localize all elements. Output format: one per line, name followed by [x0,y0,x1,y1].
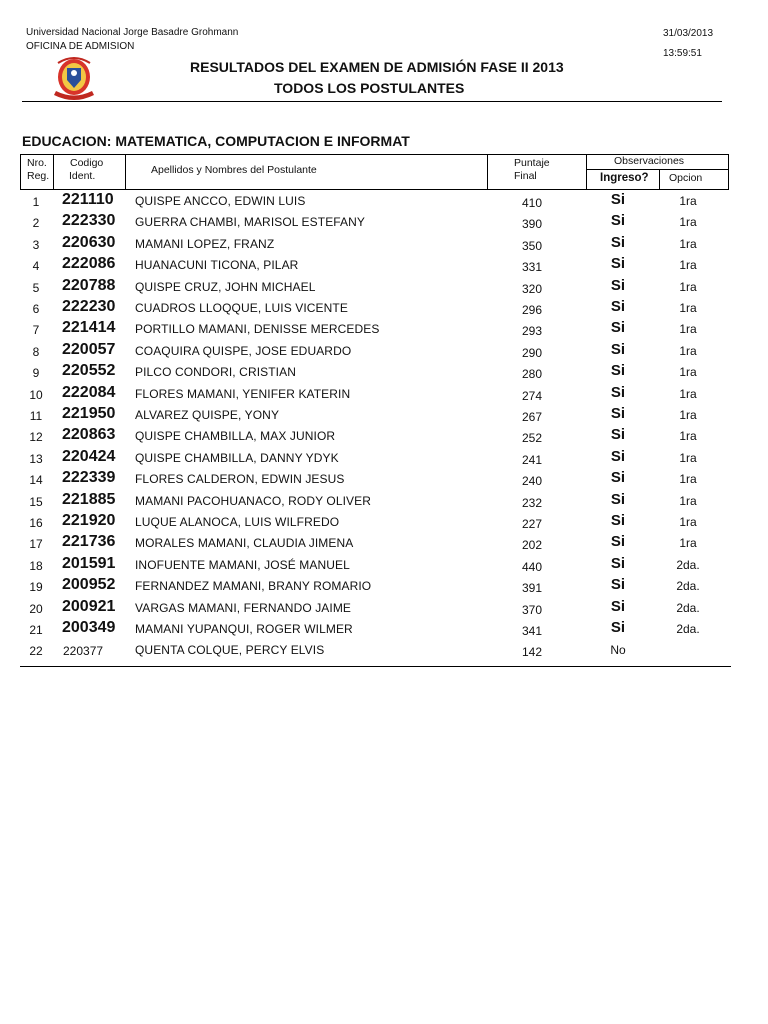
row-nombre: QUISPE ANCCO, EDWIN LUIS [135,194,306,208]
row-codigo: 222339 [62,469,116,487]
row-puntaje: 341 [521,624,543,638]
row-opcion: 1ra [679,258,697,273]
row-nombre: FLORES MAMANI, YENIFER KATERIN [135,386,351,401]
header-divider [22,101,722,102]
row-nombre: LUQUE ALANOCA, LUIS WILFREDO [135,515,340,529]
header-nro [27,157,49,183]
row-puntaje: 370 [521,602,543,617]
row-nro: 9 [32,366,40,381]
row-ingreso: Si [610,447,626,465]
table-header [20,154,729,190]
row-codigo: 221885 [62,490,116,508]
row-ingreso: No [610,643,626,658]
table-row [20,598,731,619]
row-codigo: 220424 [62,447,116,465]
header-codigo [69,157,103,183]
row-codigo: 220788 [62,276,116,294]
row-nro: 21 [29,623,43,637]
row-puntaje: 390 [521,217,543,232]
header-nro-line2: Reg. [27,170,50,182]
row-nombre: GUERRA CHAMBI, MARISOL ESTEFANY [135,215,366,230]
row-nro: 17 [29,537,43,552]
row-ingreso: Si [610,255,626,273]
row-nro: 5 [32,280,40,295]
row-opcion: 1ra [679,386,697,401]
row-nombre: MAMANI PACOHUANACO, RODY OLIVER [135,493,372,508]
row-ingreso: Si [610,362,626,380]
row-codigo: 222084 [62,383,116,401]
header-nombre: Apellidos y Nombres del Postulante [151,164,317,176]
header-puntaje-line2: Final [514,170,537,182]
row-ingreso: Si [610,469,626,487]
row-codigo: 220377 [63,644,104,659]
table-row [20,298,731,319]
row-nombre: COAQUIRA QUISPE, JOSE EDUARDO [135,343,352,358]
header-divider-4 [586,155,587,189]
report-date: 31/03/2013 [663,28,714,39]
row-opcion: 1ra [679,236,697,251]
row-codigo: 221950 [62,405,116,422]
row-nro: 8 [32,344,40,359]
row-codigo: 222330 [62,212,116,230]
row-puntaje: 440 [521,559,543,574]
header-observaciones-underline [586,169,729,170]
header-divider-2 [125,155,126,189]
table-row [20,640,731,661]
header-puntaje-line1: Puntaje [514,157,550,169]
row-puntaje: 241 [521,452,543,467]
table-row [20,619,731,640]
row-ingreso: Si [610,619,626,636]
row-codigo: 220552 [62,362,116,380]
table-row [20,384,731,405]
report-title: RESULTADOS DEL EXAMEN DE ADMISIÓN FASE II 2013 [190,59,564,75]
table-bottom-rule [20,666,731,667]
row-codigo: 222086 [62,255,116,273]
row-nombre: MAMANI YUPANQUI, ROGER WILMER [135,622,353,636]
row-codigo: 221736 [62,533,116,551]
row-nombre: MORALES MAMANI, CLAUDIA JIMENA [135,536,354,551]
header-codigo-line1: Codigo [70,157,104,169]
row-nombre: QUISPE CHAMBILLA, MAX JUNIOR [135,429,336,444]
row-nro: 18 [29,558,43,573]
row-puntaje: 202 [521,538,543,553]
university-name: Universidad Nacional Jorge Basadre Grohmann [26,27,239,38]
table-row [20,212,731,233]
row-puntaje: 331 [521,260,543,275]
row-codigo: 221414 [62,319,116,337]
table-row [20,234,731,255]
row-ingreso: Si [610,554,626,572]
row-nro: 11 [29,409,43,423]
header-puntaje [514,157,550,183]
row-codigo: 221920 [62,512,116,529]
table-row [20,341,731,362]
row-opcion: 1ra [679,343,697,358]
row-opcion: 1ra [679,450,697,465]
row-opcion: 1ra [679,408,697,422]
report-subtitle: TODOS LOS POSTULANTES [274,80,465,96]
row-codigo: 220057 [62,340,116,358]
row-nombre: QUISPE CRUZ, JOHN MICHAEL [135,279,316,294]
row-nombre: VARGAS MAMANI, FERNANDO JAIME [135,600,352,615]
row-ingreso: Si [610,576,626,594]
row-opcion: 1ra [679,301,697,315]
table-row [20,576,731,597]
table-row [20,533,731,554]
office-name: OFICINA DE ADMISION [26,41,135,52]
row-nombre: INOFUENTE MAMANI, JOSÉ MANUEL [135,557,350,572]
row-opcion: 1ra [679,322,697,337]
row-opcion: 1ra [679,493,697,508]
row-codigo: 200921 [62,597,116,615]
table-row [20,512,731,533]
row-puntaje: 227 [521,517,543,531]
table-row [20,426,731,447]
row-ingreso: Si [610,490,626,508]
row-nombre: QUENTA COLQUE, PERCY ELVIS [135,643,325,658]
table-row [20,191,731,212]
row-opcion: 2da. [676,579,700,594]
row-nro: 3 [32,237,40,252]
header-codigo-line2: Ident. [69,170,96,182]
row-nro: 1 [32,195,40,209]
row-opcion: 1ra [679,536,697,551]
row-codigo: 200349 [62,619,116,636]
row-codigo: 222230 [62,298,116,315]
row-codigo: 200952 [62,576,116,594]
row-ingreso: Si [610,298,626,315]
row-puntaje: 293 [521,324,543,339]
row-opcion: 1ra [679,279,697,294]
row-nombre: FERNANDEZ MAMANI, BRANY ROMARIO [135,579,372,594]
row-ingreso: Si [610,191,626,208]
row-ingreso: Si [610,319,626,337]
header-ingreso: Ingreso? [600,172,649,184]
row-nombre: PORTILLO MAMANI, DENISSE MERCEDES [135,322,380,337]
university-seal-logo [52,55,96,105]
row-nro: 19 [29,580,43,595]
row-puntaje: 350 [521,238,543,253]
row-opcion: 1ra [679,429,697,444]
row-opcion: 1ra [679,215,697,230]
row-nro: 20 [29,601,43,616]
row-puntaje: 391 [521,581,543,596]
row-codigo: 220630 [62,233,116,251]
row-nro: 14 [29,473,43,488]
row-puntaje: 232 [521,495,543,510]
row-codigo: 201591 [62,554,116,572]
row-puntaje: 142 [521,645,543,660]
table-row [20,405,731,426]
row-nombre: CUADROS LLOQQUE, LUIS VICENTE [135,301,348,315]
row-opcion: 1ra [679,472,697,487]
row-puntaje: 320 [521,281,543,296]
row-nombre: HUANACUNI TICONA, PILAR [135,258,299,273]
row-nombre: MAMANI LOPEZ, FRANZ [135,236,275,251]
row-ingreso: Si [610,212,626,230]
table-row [20,491,731,512]
row-ingreso: Si [610,512,626,529]
row-puntaje: 410 [521,196,543,210]
row-opcion: 2da. [676,622,700,636]
row-opcion: 1ra [679,194,697,208]
row-ingreso: Si [610,597,626,615]
row-nro: 12 [29,430,43,445]
row-puntaje: 274 [521,388,543,403]
header-observaciones: Observaciones [614,155,685,167]
table-row [20,555,731,576]
table-row [20,255,731,276]
row-puntaje: 290 [521,345,543,360]
table-row [20,277,731,298]
table-row [20,319,731,340]
row-opcion: 2da. [676,557,700,572]
row-puntaje: 280 [521,367,543,382]
header-divider-3 [487,155,488,189]
row-nro: 15 [29,494,43,509]
row-nro: 2 [32,216,40,231]
row-opcion: 1ra [679,515,697,529]
row-nombre: ALVAREZ QUISPE, YONY [135,408,280,422]
row-ingreso: Si [610,426,626,444]
header-nro-line1: Nro. [27,157,47,169]
table-row [20,362,731,383]
row-nro: 4 [32,259,40,274]
row-nro: 10 [29,387,43,402]
table-row [20,469,731,490]
row-codigo: 221110 [62,191,114,208]
row-opcion: 1ra [679,365,697,380]
row-codigo: 220863 [62,426,116,444]
header-divider-5 [659,169,660,189]
report-time: 13:59:51 [663,48,702,59]
row-puntaje: 267 [521,410,543,424]
row-puntaje: 296 [521,303,543,317]
row-ingreso: Si [610,276,626,294]
section-title: EDUCACION: MATEMATICA, COMPUTACION E INFORMAT [22,133,410,149]
row-ingreso: Si [610,533,626,551]
row-ingreso: Si [610,405,626,422]
row-ingreso: Si [610,340,626,358]
row-ingreso: Si [610,383,626,401]
row-ingreso: Si [610,233,626,251]
row-nro: 16 [29,516,43,530]
row-nombre: FLORES CALDERON, EDWIN JESUS [135,472,345,487]
row-nro: 13 [29,451,43,466]
row-nombre: PILCO CONDORI, CRISTIAN [135,365,296,380]
row-nombre: QUISPE CHAMBILLA, DANNY YDYK [135,450,339,465]
row-nro: 6 [32,302,40,316]
row-nro: 7 [32,323,40,338]
row-nro: 22 [29,644,43,659]
row-puntaje: 240 [521,474,543,489]
row-puntaje: 252 [521,431,543,446]
header-opcion: Opcion [669,172,703,184]
header-divider-1 [53,155,54,189]
table-row [20,448,731,469]
row-opcion: 2da. [676,600,700,615]
